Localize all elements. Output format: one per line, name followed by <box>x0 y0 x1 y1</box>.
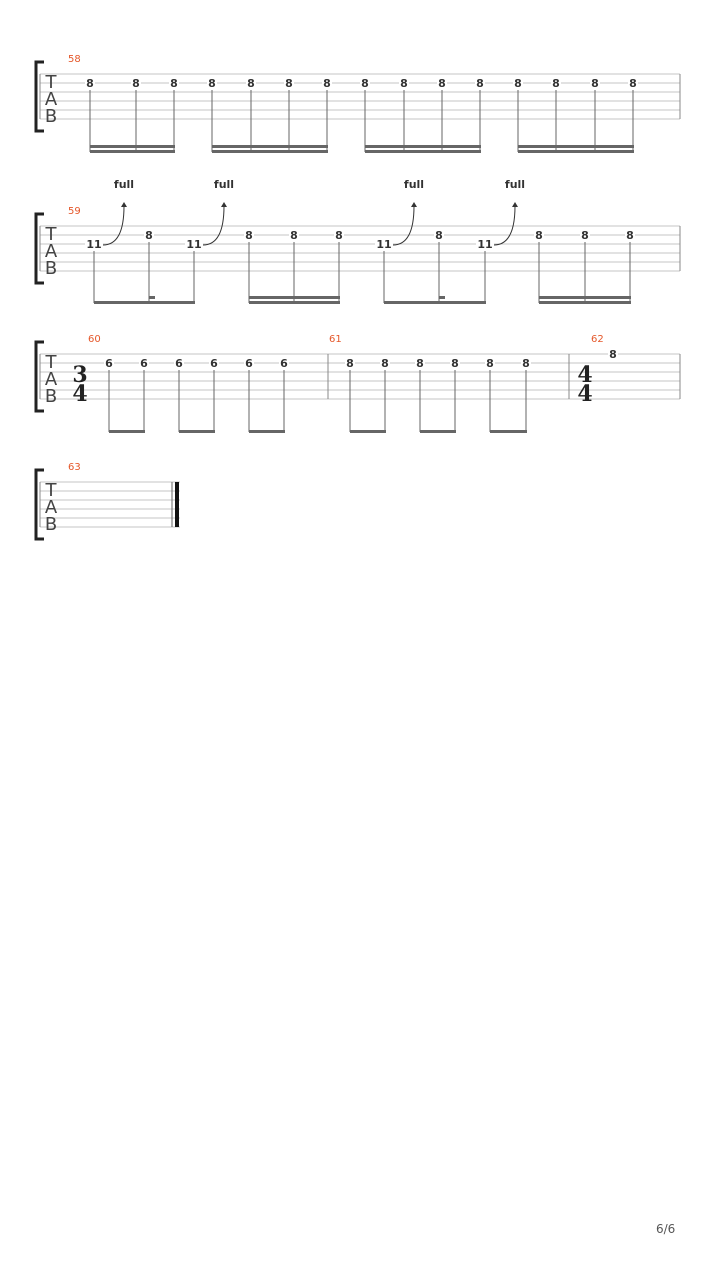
fret-number: 8 <box>335 229 343 242</box>
beam <box>249 430 285 433</box>
beam <box>490 430 527 433</box>
tab-clef-letter: T <box>45 72 57 93</box>
measure <box>68 178 680 304</box>
tab-clef-letter: A <box>44 369 58 390</box>
bend-label: full <box>504 178 526 191</box>
fret-number: 8 <box>86 77 94 90</box>
fret-number: 8 <box>476 77 484 90</box>
page-number: 6/6 <box>656 1222 676 1236</box>
beam <box>179 430 215 433</box>
tab-clef-letter: T <box>45 480 57 501</box>
fret-number: 8 <box>290 229 298 242</box>
tab-clef-letter: B <box>44 386 58 407</box>
measure-number: 58 <box>68 54 81 65</box>
tab-system <box>36 462 180 539</box>
fret-number: 8 <box>435 229 443 242</box>
fret-number: 8 <box>535 229 543 242</box>
beam <box>539 301 631 304</box>
bend-label: full <box>213 178 235 191</box>
bend-label: full <box>403 178 425 191</box>
beam <box>109 430 145 433</box>
fret-number: 6 <box>140 357 148 370</box>
fret-number: 8 <box>438 77 446 90</box>
fret-number: 8 <box>626 229 634 242</box>
beam <box>249 296 340 299</box>
fret-number: 11 <box>477 238 493 251</box>
measure-number: 60 <box>88 334 101 345</box>
measure <box>68 462 177 527</box>
tab-clef-letter: B <box>44 514 58 535</box>
beam <box>539 296 631 299</box>
measure <box>68 54 680 153</box>
bend-arrow-icon <box>121 202 127 207</box>
fret-number: 8 <box>208 77 216 90</box>
fret-number: 6 <box>210 357 218 370</box>
beam <box>384 301 486 304</box>
measure-number: 62 <box>591 334 604 345</box>
time-signature-bottom: 4 <box>72 381 88 407</box>
fret-number: 8 <box>361 77 369 90</box>
measure <box>72 334 328 433</box>
beam <box>90 145 175 148</box>
tab-system <box>36 334 680 433</box>
fret-number: 8 <box>381 357 389 370</box>
fret-number: 8 <box>346 357 354 370</box>
fret-number: 8 <box>170 77 178 90</box>
fret-number: 8 <box>285 77 293 90</box>
fret-number: 8 <box>486 357 494 370</box>
fret-number: 8 <box>514 77 522 90</box>
tab-clef-letter: A <box>44 241 58 262</box>
measure <box>329 334 569 433</box>
bend-arrow-icon <box>512 202 518 207</box>
fret-number: 8 <box>629 77 637 90</box>
beam <box>518 150 634 153</box>
beam <box>90 150 175 153</box>
fret-number: 6 <box>175 357 183 370</box>
measure <box>577 334 680 407</box>
fret-number: 8 <box>132 77 140 90</box>
measure-number: 63 <box>68 462 81 473</box>
tab-clef-letter: T <box>45 352 57 373</box>
fret-number: 8 <box>451 357 459 370</box>
beam <box>249 301 340 304</box>
beam <box>212 145 328 148</box>
bend-label: full <box>113 178 135 191</box>
fret-number: 6 <box>280 357 288 370</box>
time-signature-top: 3 <box>72 362 88 388</box>
tab-clef-letter: T <box>45 224 57 245</box>
beam-stub <box>439 296 445 299</box>
fret-number: 11 <box>376 238 392 251</box>
beam <box>350 430 386 433</box>
beam <box>420 430 456 433</box>
beam-stub <box>149 296 155 299</box>
fret-number: 8 <box>247 77 255 90</box>
tab-system <box>36 178 680 304</box>
fret-number: 11 <box>186 238 202 251</box>
fret-number: 8 <box>416 357 424 370</box>
tab-system <box>36 54 680 153</box>
time-signature-top: 4 <box>577 362 593 388</box>
tab-clef-letter: A <box>44 89 58 110</box>
beam <box>365 150 481 153</box>
measure-number: 59 <box>68 206 81 217</box>
fret-number: 8 <box>145 229 153 242</box>
fret-number: 6 <box>245 357 253 370</box>
tab-clef-letter: B <box>44 106 58 127</box>
fret-number: 8 <box>400 77 408 90</box>
fret-number: 8 <box>552 77 560 90</box>
fret-number: 8 <box>245 229 253 242</box>
measure-number: 61 <box>329 334 342 345</box>
beam <box>212 150 328 153</box>
beam <box>94 301 195 304</box>
bend-arrow-icon <box>411 202 417 207</box>
time-signature-bottom: 4 <box>577 381 593 407</box>
bend-arrow-icon <box>221 202 227 207</box>
fret-number: 6 <box>105 357 113 370</box>
fret-number: 8 <box>609 348 617 361</box>
tab-clef-letter: A <box>44 497 58 518</box>
beam <box>365 145 481 148</box>
tab-clef-letter: B <box>44 258 58 279</box>
fret-number: 11 <box>86 238 102 251</box>
beam <box>518 145 634 148</box>
fret-number: 8 <box>591 77 599 90</box>
fret-number: 8 <box>323 77 331 90</box>
fret-number: 8 <box>522 357 530 370</box>
fret-number: 8 <box>581 229 589 242</box>
